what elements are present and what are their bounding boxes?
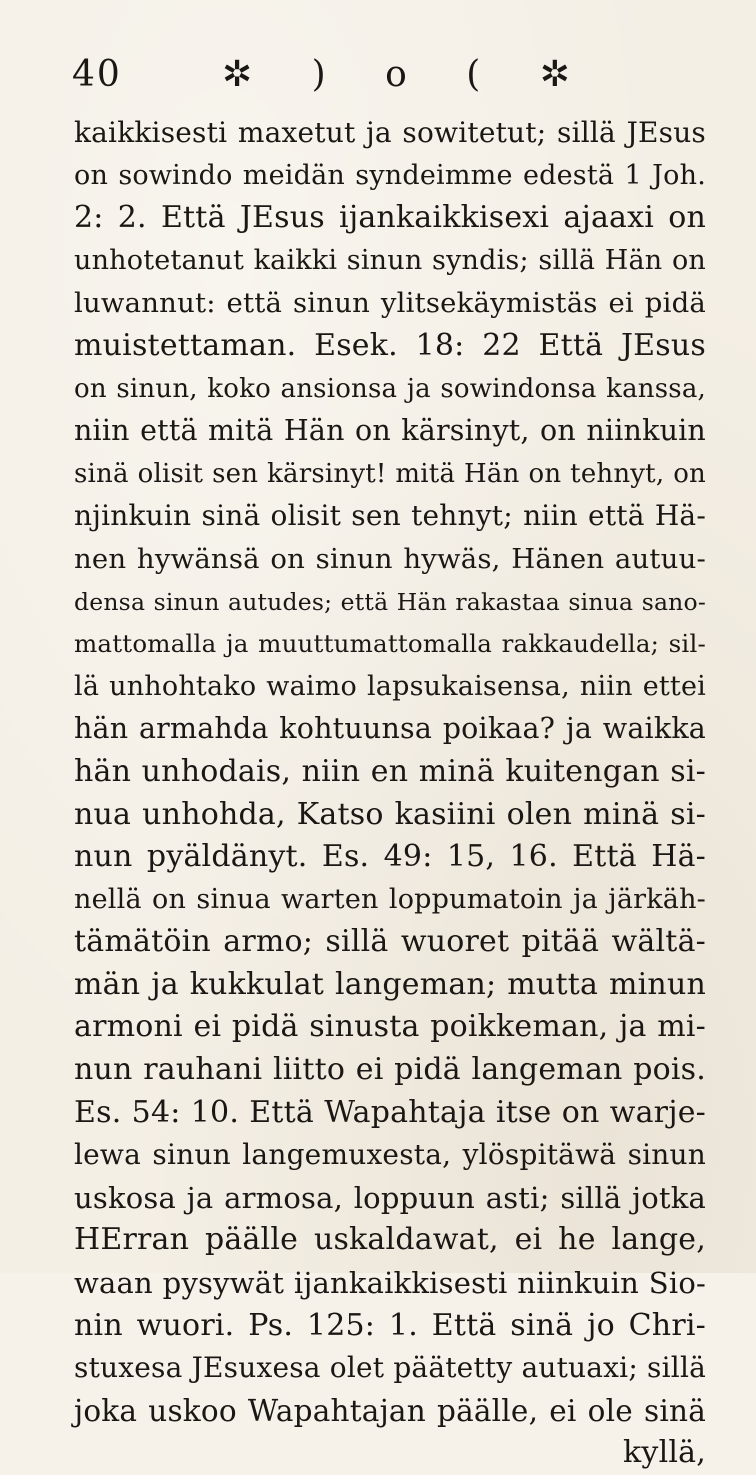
text-line: waan pysywät ijankaikkisesti niinkuin Sio- <box>74 1266 706 1301</box>
text-line: unhotetanut kaikki sinun syndis; sillä Hän on <box>74 244 706 276</box>
text-line: kaikkisesti maxetut ja sowitetut; sillä JEsus <box>74 116 706 149</box>
text-line: nua unhohda, Katso kasiini olen minä si- <box>74 796 706 832</box>
text-line: joka uskoo Wapahtajan päälle, ei ole sinä <box>74 1393 706 1428</box>
text-line: njinkuin sinä olisit sen tehnyt; niin että Hä- <box>74 499 706 533</box>
text-line: on sinun, koko ansionsa ja sowindonsa kanssa, <box>74 373 706 404</box>
text-line: nun rauhani liitto ei pidä langeman pois. <box>74 1052 706 1088</box>
text-line: nen hywänsä on sinun hywäs, Hänen autuu- <box>74 542 706 575</box>
text-line: luwannut: että sinun ylitsekäymistäs ei pidä <box>74 287 706 320</box>
text-line: lä unhohtako waimo lapsukaisensa, niin ettei <box>74 670 706 702</box>
text-line: Es. 54: 10. Että Wapahtaja itse on warje- <box>74 1094 706 1130</box>
text-line: hän unhodais, niin en minä kuitengan si- <box>74 753 706 789</box>
text-line: män ja kukkulat langeman; mutta minun <box>74 966 706 1002</box>
text-line: niin että mitä Hän on kärsinyt, on niinkuin <box>74 414 706 448</box>
text-line: sinä olisit sen kärsinyt! mitä Hän on tehnyt, on <box>74 458 706 489</box>
text-line: nellä on sinua warten loppumatoin ja järkäh- <box>74 883 706 915</box>
catchword: kyllä, <box>623 1435 706 1471</box>
text-line: nun pyäldänyt. Es. 49: 15, 16. Että Hä- <box>74 839 706 875</box>
page-header <box>72 50 692 100</box>
text-line: mattomalla ja muuttumattomalla rakkaudella; sil- <box>74 629 706 659</box>
header-ornament: ✲ ) o ( ✲ <box>222 54 588 95</box>
text-line: tämätöin armo; sillä wuoret pitää wältä- <box>74 924 706 960</box>
text-line: lewa sinun langemuxesta, ylöspitäwä sinun <box>74 1138 706 1172</box>
text-line: nin wuori. Ps. 125: 1. Että sinä jo Chri- <box>74 1307 706 1343</box>
page-number: 40 <box>72 54 122 95</box>
body-text <box>74 112 706 1475</box>
text-line: 2: 2. Että JEsus ijankaikkisexi ajaaxi on <box>74 200 706 236</box>
text-line: uskosa ja armosa, loppuun asti; sillä jotka <box>74 1180 706 1215</box>
text-line: on sowindo meidän syndeimme edestä 1 Joh. <box>74 159 706 191</box>
text-line: densa sinun autudes; että Hän rakastaa sinua sano- <box>74 587 706 616</box>
text-line: stuxesa JEsuxesa olet päätetty autuaxi; sillä <box>74 1351 706 1385</box>
text-line: hän armahda kohtuunsa poikaa? ja waikka <box>74 712 706 746</box>
text-line: muistettaman. Esek. 18: 22 Että JEsus <box>74 327 706 363</box>
text-line: HErran päälle uskaldawat, ei he lange, <box>74 1222 706 1258</box>
text-line: armoni ei pidä sinusta poikkeman, ja mi- <box>74 1009 706 1045</box>
